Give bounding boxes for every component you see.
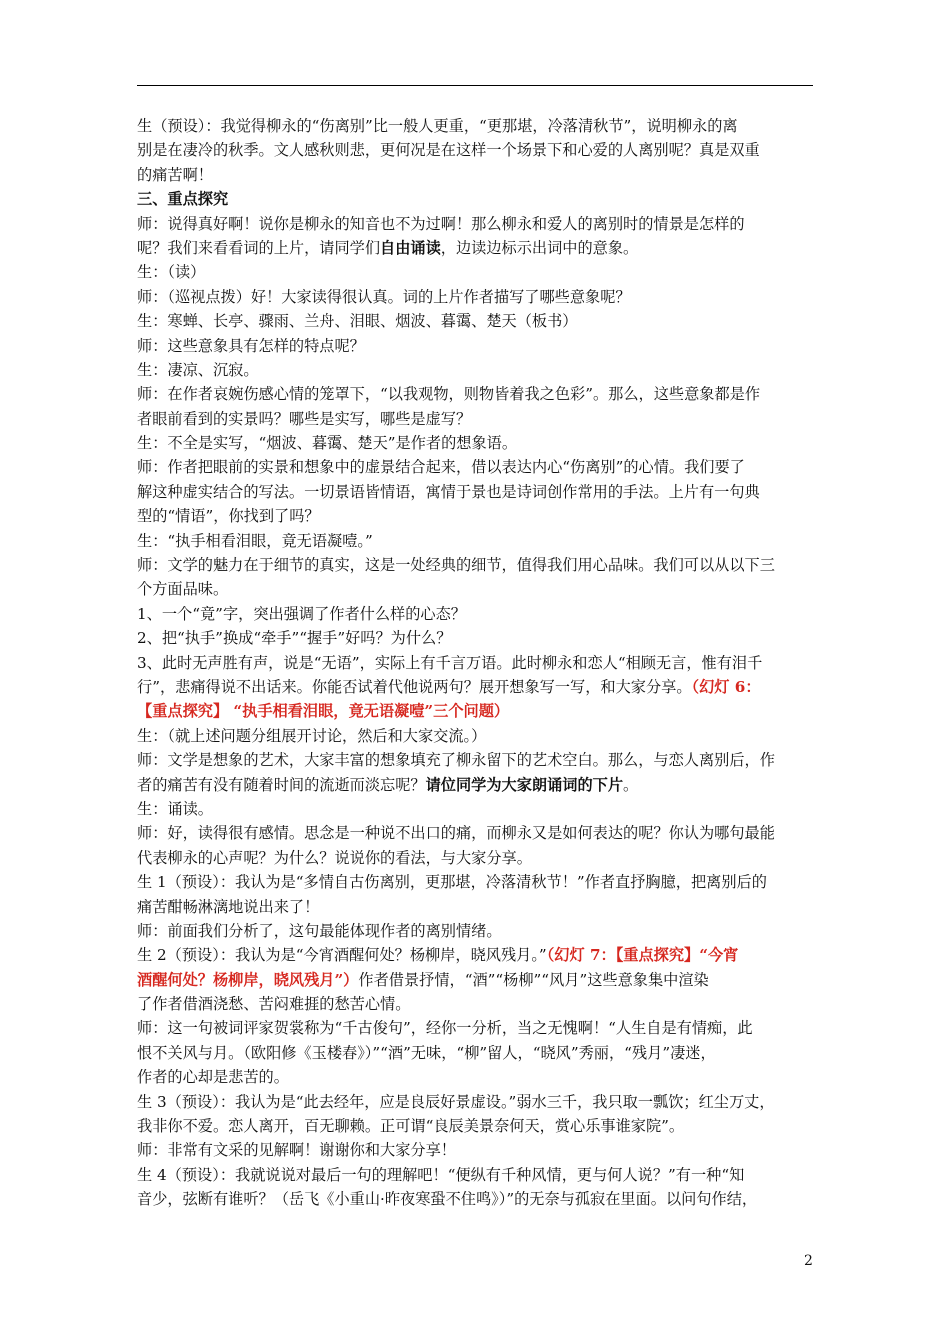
text-line bbox=[137, 846, 813, 870]
text-segment: 生：诵读。 bbox=[137, 799, 213, 818]
text-line bbox=[137, 480, 813, 504]
text-segment: 师：文学的魅力在于细节的真实，这是一处经典的细节，值得我们用心品味。我们可以从以下三 bbox=[137, 556, 775, 575]
text-line bbox=[137, 334, 813, 358]
text-line bbox=[137, 382, 813, 406]
text-line bbox=[137, 529, 813, 553]
text-line bbox=[137, 699, 813, 723]
text-segment: 者的痛苦有没有随着时间的流逝而淡忘呢？ bbox=[137, 775, 426, 794]
text-segment: 音少，弦断有谁听？（岳飞《小重山·昨夜寒蛩不住鸣》）”的无奈与孤寂在里面。以问句作结， bbox=[137, 1190, 758, 1209]
text-segment: 个方面品味。 bbox=[137, 580, 229, 599]
text-line bbox=[137, 1138, 813, 1162]
text-line bbox=[137, 724, 813, 748]
highlight-text: （幻灯 7：【重点探究】“今宵 bbox=[546, 946, 739, 965]
bold-text: 请位同学为大家朗诵词的下片 bbox=[425, 775, 623, 794]
text-segment: 生：（就上述问题分组展开讨论，然后和大家交流。） bbox=[137, 726, 487, 745]
document-body bbox=[137, 114, 813, 1212]
text-segment: 师：非常有文采的见解啊！谢谢你和大家分享！ bbox=[137, 1141, 456, 1160]
text-segment: 师：（巡视点拨）好！大家读得很认真。词的上片作者描写了哪些意象呢？ bbox=[137, 287, 631, 306]
text-line bbox=[137, 285, 813, 309]
text-segment: 恨不关风与月。（欧阳修《玉楼春》）”“酒”无味，“柳”留人，“晓风”秀丽，“残月”凄迷， bbox=[137, 1043, 716, 1062]
text-segment: 生：（读） bbox=[137, 263, 206, 282]
text-line bbox=[137, 870, 813, 894]
text-line bbox=[137, 358, 813, 382]
text-line bbox=[137, 773, 813, 797]
text-line bbox=[137, 626, 813, 650]
text-segment: 1、一个“竟”字，突出强调了作者什么样的心态？ bbox=[137, 604, 466, 623]
text-segment: 行”，悲痛得说不出话来。你能否试着代他说两句？展开想象写一写，和大家分享。 bbox=[137, 677, 692, 696]
text-line bbox=[137, 602, 813, 626]
text-segment: 生 1（预设）：我认为是“多情自古伤离别，更那堪，冷落清秋节！”作者直抒胸臆，把离别后的 bbox=[137, 873, 767, 892]
text-segment: 的痛苦啊！ bbox=[137, 165, 213, 184]
text-line bbox=[137, 968, 813, 992]
bold-text: 自由诵读 bbox=[380, 238, 441, 257]
page-number: 2 bbox=[804, 1253, 813, 1269]
text-line bbox=[137, 236, 813, 260]
text-line bbox=[137, 455, 813, 479]
text-segment: 呢？我们来看看词的上片，请同学们 bbox=[137, 238, 380, 257]
text-segment: 生：寒蝉、长亭、骤雨、兰舟、泪眼、烟波、暮霭、楚天（板书） bbox=[137, 312, 578, 331]
text-line bbox=[137, 1090, 813, 1114]
text-segment: 2、把“执手”换成“牵手”“握手”好吗？为什么？ bbox=[137, 629, 452, 648]
text-line bbox=[137, 992, 813, 1016]
text-segment: 师：作者把眼前的实景和想象中的虚景结合起来，借以表达内心“伤离别”的心情。我们要了 bbox=[137, 458, 745, 477]
text-line bbox=[137, 212, 813, 236]
text-segment: 我非你不爱。恋人离开，百无聊赖。正可谓“良辰美景奈何天，赏心乐事谁家院”。 bbox=[137, 1117, 685, 1136]
text-segment: 作者借景抒情，“酒”“杨柳”“风月”这些意象集中渲染 bbox=[358, 970, 709, 989]
text-segment: 3、此时无声胜有声，说是“无语”，实际上有千言万语。此时柳永和恋人“相顾无言，惟有泪千 bbox=[137, 653, 763, 672]
text-line bbox=[137, 1187, 813, 1211]
text-segment: 师：这一句被词评家贺裳称为“千古俊句”，经你一分析，当之无愧啊！“人生自是有情痴，此 bbox=[137, 1019, 753, 1038]
highlight-text: 酒醒何处？杨柳岸，晓风残月”） bbox=[137, 970, 359, 989]
text-segment: 生（预设）：我觉得柳永的“伤离别”比一般人更重，“更那堪，冷落清秋节”，说明柳永的离 bbox=[137, 117, 738, 135]
text-segment: 师：文学是想象的艺术，大家丰富的想象填充了柳永留下的艺术空白。那么，与恋人离别后，作 bbox=[137, 751, 775, 770]
text-segment: 别是在凄冷的秋季。文人感秋则悲，更何况是在这样一个场景下和心爱的人离别呢？真是双重 bbox=[137, 141, 760, 160]
text-segment: 生：“执手相看泪眼，竟无语凝噎。” bbox=[137, 531, 373, 550]
text-segment: 生 2（预设）：我认为是“今宵酒醒何处？杨柳岸，晓风残月。” bbox=[137, 946, 547, 965]
text-segment: 作者的心却是悲苦的。 bbox=[137, 1068, 289, 1087]
text-segment: 代表柳永的心声呢？为什么？说说你的看法，与大家分享。 bbox=[137, 848, 532, 867]
text-line bbox=[137, 163, 813, 187]
text-line bbox=[137, 943, 813, 967]
text-line bbox=[137, 260, 813, 284]
text-line bbox=[137, 675, 813, 699]
text-segment: 生 3（预设）：我认为是“此去经年，应是良辰好景虚设。”弱水三千，我只取一瓢饮；红尘万丈， bbox=[137, 1092, 775, 1111]
text-segment: 了作者借酒浇愁、苦闷难捱的愁苦心情。 bbox=[137, 995, 411, 1014]
highlight-text: （幻灯 6： bbox=[691, 677, 761, 696]
highlight-text: 【重点探究】 “执手相看泪眼，竟无语凝噎”三个问题） bbox=[137, 702, 510, 721]
text-segment: 解这种虚实结合的写法。一切景语皆情语，寓情于景也是诗词创作常用的手法。上片有一句典 bbox=[137, 482, 760, 501]
text-line bbox=[137, 114, 813, 138]
text-segment: 者眼前看到的实景吗？哪些是实写，哪些是虚写？ bbox=[137, 409, 472, 428]
text-line bbox=[137, 407, 813, 431]
text-segment: 生 4（预设）：我就说说对最后一句的理解吧！“便纵有千种风情，更与何人说？”有一种“知 bbox=[137, 1165, 745, 1184]
text-segment: 师：这些意象具有怎样的特点呢？ bbox=[137, 336, 365, 355]
text-segment: 痛苦酣畅淋漓地说出来了！ bbox=[137, 897, 320, 916]
text-line bbox=[137, 1041, 813, 1065]
text-line bbox=[137, 1114, 813, 1138]
text-line bbox=[137, 1163, 813, 1187]
text-line bbox=[137, 919, 813, 943]
text-line bbox=[137, 797, 813, 821]
text-segment: 师：说得真好啊！说你是柳永的知音也不为过啊！那么柳永和爱人的离别时的情景是怎样的 bbox=[137, 214, 745, 233]
text-line bbox=[137, 577, 813, 601]
text-segment: 生：不全是实写，“烟波、暮霭、楚天”是作者的想象语。 bbox=[137, 434, 518, 453]
text-line bbox=[137, 553, 813, 577]
text-line bbox=[137, 309, 813, 333]
text-segment: 师：前面我们分析了，这句最能体现作者的离别情绪。 bbox=[137, 921, 502, 940]
text-segment: ，边读边标示出词中的意象。 bbox=[440, 238, 639, 257]
text-segment: 型的“情语”，你找到了吗？ bbox=[137, 507, 320, 526]
text-line bbox=[137, 1065, 813, 1089]
text-line bbox=[137, 821, 813, 845]
text-line bbox=[137, 651, 813, 675]
text-line bbox=[137, 504, 813, 528]
bold-text: 三、重点探究 bbox=[137, 190, 229, 209]
text-segment: 师：好，读得很有感情。思念是一种说不出口的痛，而柳永又是如何表达的呢？你认为哪句最能 bbox=[137, 824, 775, 843]
text-line bbox=[137, 895, 813, 919]
text-segment: 。 bbox=[623, 775, 639, 794]
text-line bbox=[137, 748, 813, 772]
text-segment: 师：在作者哀婉伤感心情的笼罩下，“以我观物，则物皆着我之色彩”。那么，这些意象都是作 bbox=[137, 385, 761, 404]
text-line bbox=[137, 431, 813, 455]
header-rule bbox=[137, 85, 813, 86]
text-line bbox=[137, 187, 813, 211]
text-line bbox=[137, 1016, 813, 1040]
text-line bbox=[137, 138, 813, 162]
text-segment: 生：凄凉、沉寂。 bbox=[137, 360, 259, 379]
